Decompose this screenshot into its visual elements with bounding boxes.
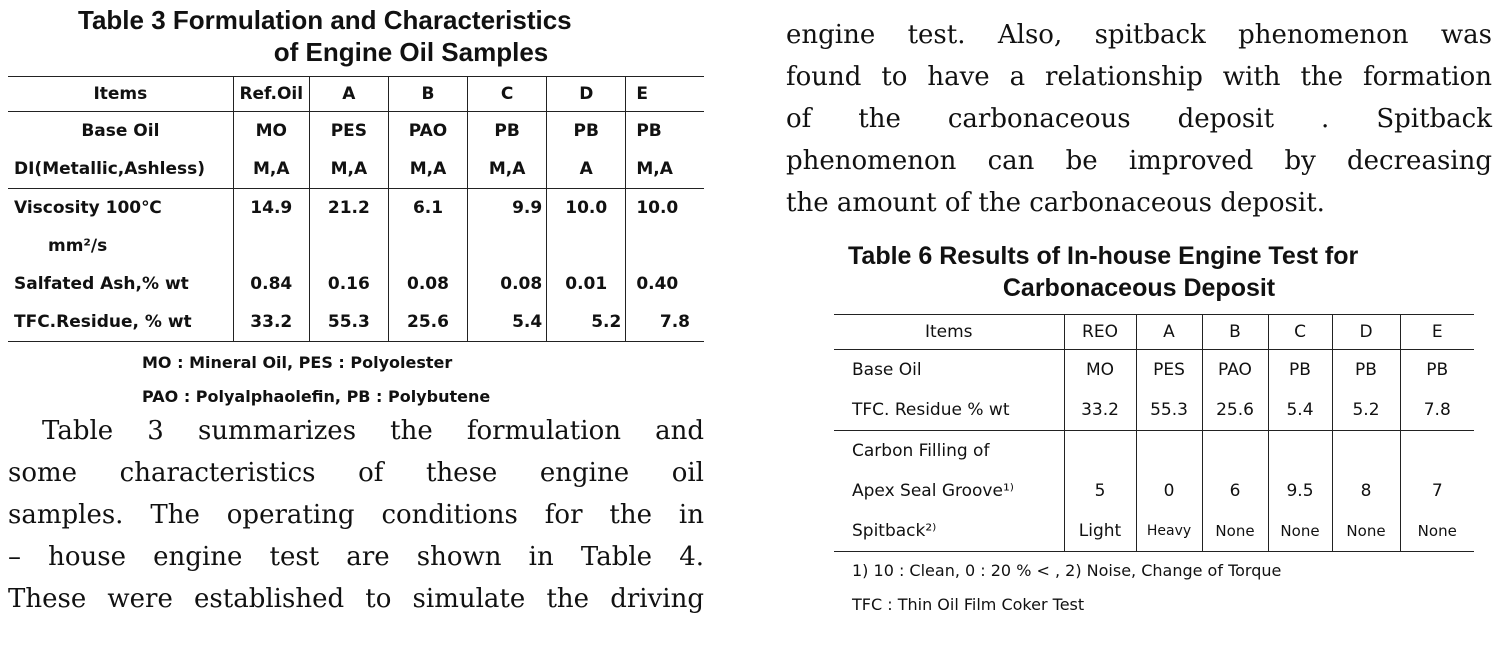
table3-row-label: Salfated Ash,% wt	[8, 265, 233, 303]
table-cell: 5.2	[547, 303, 626, 342]
table-cell	[468, 227, 547, 265]
table6-header-cell: C	[1268, 315, 1332, 350]
table-cell: PAO	[388, 112, 467, 151]
table-cell: 55.3	[1136, 390, 1202, 431]
table-cell	[1400, 431, 1474, 472]
table-cell: 33.2	[1064, 390, 1136, 431]
table3-header-cell: Ref.Oil	[233, 77, 309, 112]
table-cell: 6.1	[388, 189, 467, 228]
table6-title	[786, 240, 1492, 304]
table-cell: 25.6	[1202, 390, 1268, 431]
table-row	[834, 471, 1474, 511]
table-cell: Heavy	[1136, 511, 1202, 552]
table-row	[8, 112, 704, 151]
paragraph-line: the amount of the carbonaceous deposit.	[786, 188, 1325, 218]
table-cell: 21.2	[309, 189, 388, 228]
table-cell: M,A	[233, 150, 309, 189]
table-cell: A	[547, 150, 626, 189]
table-cell: 14.9	[233, 189, 309, 228]
table6-note2: TFC : Thin Oil Film Coker Test	[852, 595, 1085, 614]
paragraph-line: phenomenon can be improved by decreasing	[786, 146, 1492, 176]
table-cell: PB	[1268, 350, 1332, 391]
table6-header-cell: B	[1202, 315, 1268, 350]
paragraph-line: Table 3 summarizes the formulation and	[42, 416, 704, 446]
table3-row-label: mm²∕s	[8, 227, 233, 265]
right-column	[786, 0, 1492, 620]
table-cell: 55.3	[309, 303, 388, 342]
table-cell	[233, 227, 309, 265]
table-cell	[309, 227, 388, 265]
table-cell: None	[1268, 511, 1332, 552]
table3-title	[8, 4, 704, 68]
table-cell: 0.40	[636, 274, 679, 294]
table-cell: None	[1202, 511, 1268, 552]
table-cell: 6	[1202, 471, 1268, 511]
table-cell: 0.16	[309, 265, 388, 303]
table-cell: 25.6	[388, 303, 467, 342]
table-row	[834, 511, 1474, 552]
paragraph-line: samples. The operating conditions for the in	[8, 500, 704, 530]
table-cell: 0.84	[233, 265, 309, 303]
table3-note2: PAO : Polyalphaolefin, PB : Polybutene	[142, 387, 491, 406]
table-cell: 33.2	[233, 303, 309, 342]
right-paragraph	[786, 14, 1492, 224]
table-cell: PES	[309, 112, 388, 151]
table-row	[8, 227, 704, 265]
paragraph-line: some characteristics of these engine oil	[8, 458, 704, 488]
table3-header-cell: Items	[8, 77, 233, 112]
table3	[8, 76, 704, 342]
table-row	[834, 390, 1474, 431]
table3-header-cell: A	[309, 77, 388, 112]
table6-header-cell: E	[1400, 315, 1474, 350]
table-cell: 7.8	[626, 303, 704, 342]
table-cell: M,A	[309, 150, 388, 189]
table6	[834, 314, 1474, 552]
table6-title-line1: Table 6 Results of In-house Engine Test for	[848, 242, 1359, 270]
table3-header-row	[8, 77, 704, 112]
table-cell: PB	[468, 112, 547, 151]
table-cell: M,A	[468, 150, 547, 189]
table-cell: PB	[547, 112, 626, 151]
table-cell: None	[1332, 511, 1400, 552]
table3-header-cell: E	[626, 77, 704, 112]
table3-row-label: TFC.Residue, % wt	[8, 303, 233, 342]
table6-row-label: Apex Seal Groove¹⁾	[834, 471, 1064, 511]
table-cell	[626, 227, 704, 265]
table3-note1: MO : Mineral Oil, PES : Polyolester	[142, 353, 453, 372]
table-cell	[547, 227, 626, 265]
table-cell: 8	[1332, 471, 1400, 511]
table-cell: Light	[1064, 511, 1136, 552]
table-cell: 7.8	[1400, 390, 1474, 431]
table-cell: 0.08	[468, 265, 547, 303]
table-cell	[388, 227, 467, 265]
table6-header-cell: REO	[1064, 315, 1136, 350]
table-cell	[1202, 431, 1268, 472]
table6-block	[786, 240, 1492, 620]
table6-title-line2: Carbonaceous Deposit	[1002, 274, 1276, 302]
paragraph-line: – house engine test are shown in Table 4.	[8, 542, 704, 572]
table-cell	[1136, 431, 1202, 472]
table6-row-label: TFC. Residue % wt	[834, 390, 1064, 431]
table-cell: None	[1400, 511, 1474, 552]
table-cell: 10.0	[547, 189, 626, 228]
table-row	[834, 350, 1474, 391]
table6-header-cell: D	[1332, 315, 1400, 350]
table-cell	[1064, 431, 1136, 472]
table3-header-cell: B	[388, 77, 467, 112]
table3-header-cell: C	[468, 77, 547, 112]
paragraph-line: engine test. Also, spitback phenomenon was	[786, 20, 1492, 50]
table-cell: PB	[1426, 360, 1449, 380]
table6-header-cell: A	[1136, 315, 1202, 350]
table-cell: 10.0	[626, 189, 704, 228]
table-cell: 5.4	[468, 303, 547, 342]
paragraph-line: These were established to simulate the driving	[8, 584, 704, 614]
table3-title-line1: Table 3 Formulation and Characteristics	[78, 5, 572, 35]
table-cell: MO	[233, 112, 309, 151]
table-cell	[1268, 431, 1332, 472]
table-row	[8, 303, 704, 342]
table-row	[8, 265, 704, 303]
table-cell: 7	[1431, 481, 1443, 501]
table-row	[8, 150, 704, 189]
table6-row-label: Spitback²⁾	[834, 511, 1064, 552]
table6-header-row	[834, 315, 1474, 350]
table6-row-label: Carbon Filling of	[834, 431, 1064, 472]
paragraph-line: found to have a relationship with the formation	[786, 62, 1492, 92]
table-cell	[1332, 431, 1400, 472]
table-row	[8, 189, 704, 228]
left-paragraph	[8, 410, 704, 620]
table6-note1: 1) 10 : Clean, 0 : 20 % < , 2) Noise, Change of Torque	[852, 561, 1282, 580]
table-row	[834, 431, 1474, 472]
table3-row-label: Base Oil	[8, 112, 233, 151]
table-cell: PES	[1136, 350, 1202, 391]
table-cell: PAO	[1202, 350, 1268, 391]
table6-header-cell: Items	[834, 315, 1064, 350]
table3-row-label: DI(Metallic,Ashless)	[8, 150, 233, 189]
table-cell: 9.5	[1268, 471, 1332, 511]
left-column	[8, 0, 704, 620]
table-cell: 5	[1064, 471, 1136, 511]
table3-header-cell: D	[547, 77, 626, 112]
table-cell: 5.2	[1332, 390, 1400, 431]
table-cell: PB	[636, 121, 662, 141]
table-cell: M,A	[388, 150, 467, 189]
table-cell: MO	[1064, 350, 1136, 391]
table-cell: 0.08	[388, 265, 467, 303]
table-cell: 0.01	[547, 265, 626, 303]
paragraph-line: of the carbonaceous deposit . Spitback	[786, 104, 1492, 134]
table-cell: 9.9	[468, 189, 547, 228]
table-cell: M,A	[636, 159, 673, 179]
table3-row-label: Viscosity 100℃	[8, 189, 233, 228]
table6-row-label: Base Oil	[834, 350, 1064, 391]
table-cell: PB	[1332, 350, 1400, 391]
table-cell: 5.4	[1268, 390, 1332, 431]
table3-title-line2: of Engine Oil Samples	[273, 37, 549, 67]
table-cell: 0	[1136, 471, 1202, 511]
